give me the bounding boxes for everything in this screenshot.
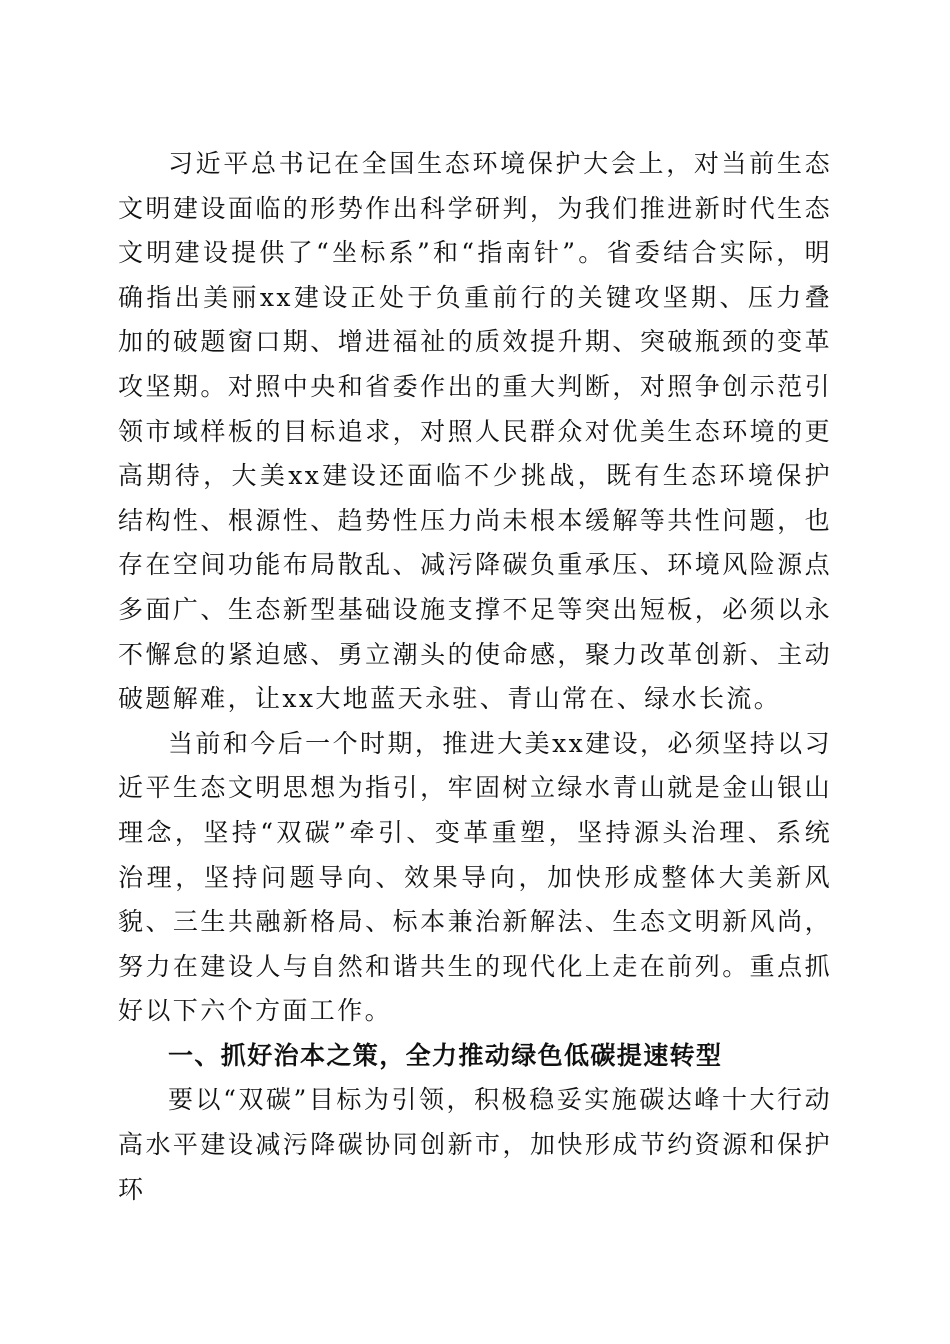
paragraph-section-1: 要以“双碳”目标为引领，积极稳妥实施碳达峰十大行动高水平建设减污降碳协同创新市，加快形成节约资源和保护环 xyxy=(118,1085,832,1204)
section-heading-1: 一、抓好治本之策，全力推动绿色低碳提速转型 xyxy=(168,1040,723,1070)
document-body xyxy=(118,142,832,1212)
paragraph-situation-assessment: 习近平总书记在全国生态环境保护大会上，对当前生态文明建设面临的形势作出科学研判，为我们推进新时代生态文明建设提供了“坐标系”和“指南针”。省委结合实际，明确指出美丽xx建设正处于负重前行的关键攻坚期、压力叠加的破题窗口期、增进福祉的质效提升期、突破瓶颈的变革攻坚期。对照中央和省委作出的重大判断，对照争创示范引领市域样板的目标追求，对照人民群众对优美生态环境的更高期待，大美xx建设还面临不少挑战，既有生态环境保护结构性、根源性、趋势性压力尚未根本缓解等共性问题，也存在空间功能布局散乱、减污降碳负重承压、环境风险源点多面广、生态新型基础设施支撑不足等突出短板，必须以永不懈怠的紧迫感、勇立潮头的使命感，聚力改革创新、主动破题解难，让xx大地蓝天永驻、青山常在、绿水长流。 xyxy=(118,149,832,714)
paragraph-guiding-principles: 当前和今后一个时期，推进大美xx建设，必须坚持以习近平生态文明思想为指引，牢固树立绿水青山就是金山银山理念，坚持“双碳”牵引、变革重塑，坚持源头治理、系统治理，坚持问题导向、效果导向，加快形成整体大美新风貌、三生共融新格局、标本兼治新解法、生态文明新风尚，努力在建设人与自然和谐共生的现代化上走在前列。重点抓好以下六个方面工作。 xyxy=(118,728,832,1026)
